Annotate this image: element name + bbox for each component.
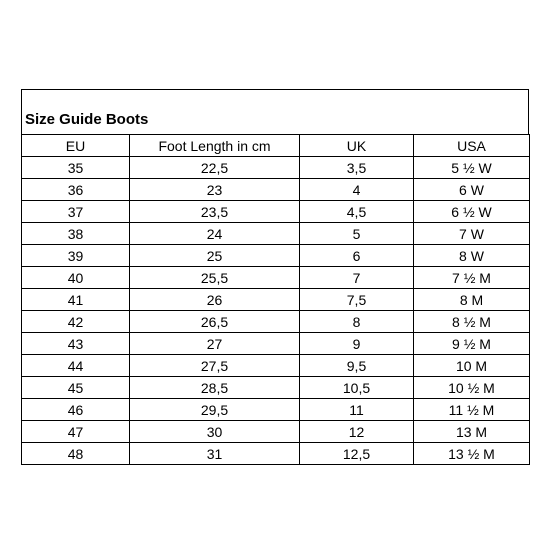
cell-usa: 13 ½ M [414,443,530,465]
header-row [22,135,530,157]
table-row [22,267,530,289]
cell-usa: 8 ½ M [414,311,530,333]
cell-eu: 48 [22,443,130,465]
cell-eu: 37 [22,201,130,223]
cell-uk: 12 [300,421,414,443]
cell-uk: 3,5 [300,157,414,179]
cell-uk: 10,5 [300,377,414,399]
cell-foot-length: 26,5 [130,311,300,333]
header-usa: USA [414,135,530,157]
cell-usa: 8 M [414,289,530,311]
cell-foot-length: 25,5 [130,267,300,289]
cell-uk: 6 [300,245,414,267]
cell-eu: 42 [22,311,130,333]
cell-usa: 11 ½ M [414,399,530,421]
cell-uk: 4 [300,179,414,201]
cell-foot-length: 27 [130,333,300,355]
cell-uk: 11 [300,399,414,421]
cell-uk: 7,5 [300,289,414,311]
cell-eu: 40 [22,267,130,289]
cell-foot-length: 22,5 [130,157,300,179]
table-row [22,355,530,377]
cell-foot-length: 30 [130,421,300,443]
cell-foot-length: 31 [130,443,300,465]
cell-eu: 45 [22,377,130,399]
size-table [21,134,530,465]
cell-eu: 43 [22,333,130,355]
cell-eu: 47 [22,421,130,443]
table-row [22,443,530,465]
cell-uk: 12,5 [300,443,414,465]
cell-foot-length: 27,5 [130,355,300,377]
header-foot-length: Foot Length in cm [130,135,300,157]
cell-usa: 8 W [414,245,530,267]
table-row [22,399,530,421]
cell-usa: 13 M [414,421,530,443]
cell-usa: 5 ½ W [414,157,530,179]
cell-usa: 6 ½ W [414,201,530,223]
cell-foot-length: 23 [130,179,300,201]
cell-eu: 41 [22,289,130,311]
cell-usa: 7 W [414,223,530,245]
cell-usa: 6 W [414,179,530,201]
cell-eu: 36 [22,179,130,201]
cell-eu: 44 [22,355,130,377]
cell-uk: 9,5 [300,355,414,377]
table-row [22,377,530,399]
cell-eu: 38 [22,223,130,245]
cell-uk: 7 [300,267,414,289]
table-row [22,289,530,311]
table-row [22,333,530,355]
cell-foot-length: 28,5 [130,377,300,399]
cell-uk: 5 [300,223,414,245]
table-row [22,201,530,223]
cell-usa: 10 M [414,355,530,377]
cell-usa: 7 ½ M [414,267,530,289]
cell-usa: 10 ½ M [414,377,530,399]
cell-foot-length: 23,5 [130,201,300,223]
table-row [22,311,530,333]
cell-uk: 9 [300,333,414,355]
size-table-body [22,157,530,465]
header-uk: UK [300,135,414,157]
cell-foot-length: 25 [130,245,300,267]
cell-uk: 8 [300,311,414,333]
cell-foot-length: 29,5 [130,399,300,421]
cell-foot-length: 24 [130,223,300,245]
cell-eu: 35 [22,157,130,179]
cell-usa: 9 ½ M [414,333,530,355]
cell-foot-length: 26 [130,289,300,311]
table-row [22,179,530,201]
header-eu: EU [22,135,130,157]
cell-eu: 39 [22,245,130,267]
table-row [22,245,530,267]
table-row [22,157,530,179]
table-row [22,421,530,443]
size-guide-sheet [21,89,529,465]
table-row [22,223,530,245]
cell-eu: 46 [22,399,130,421]
table-title: Size Guide Boots [21,89,529,134]
cell-uk: 4,5 [300,201,414,223]
